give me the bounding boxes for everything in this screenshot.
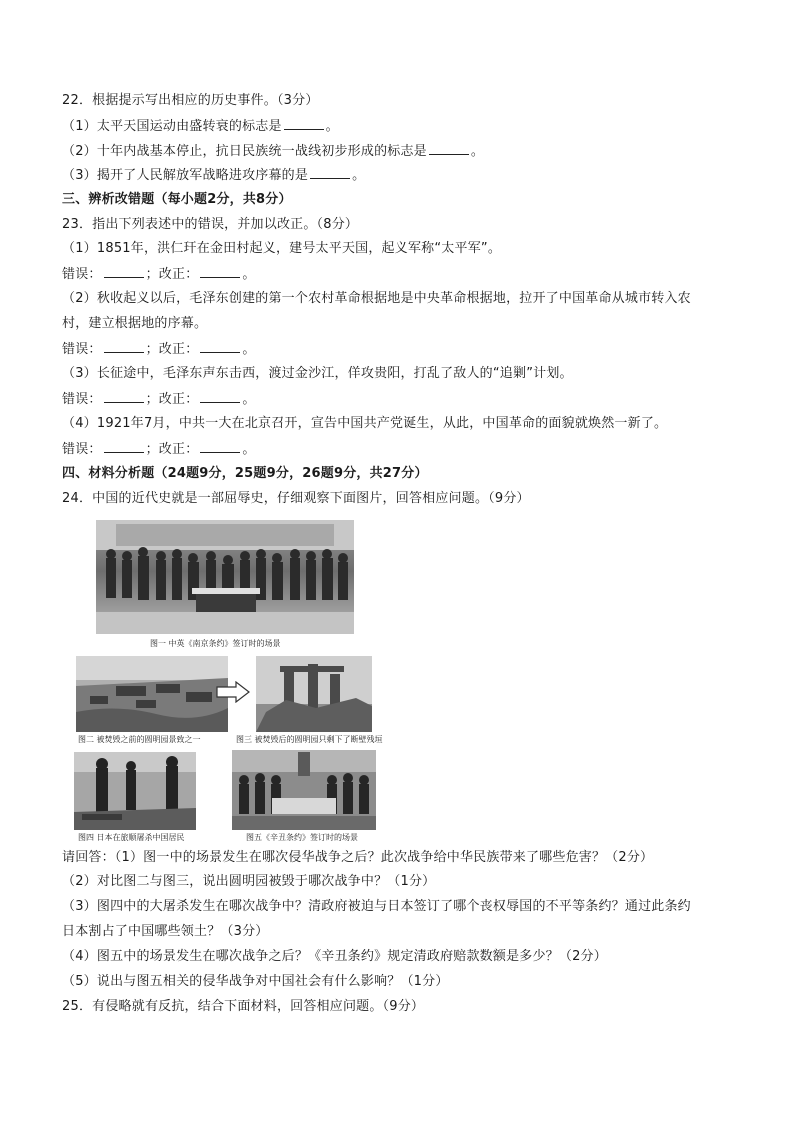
error-blank[interactable] (104, 440, 144, 453)
q22-item-1 (62, 117, 339, 136)
figure-5-caption: 图五《辛丑条约》签订时的场景 (246, 833, 358, 842)
error-blank[interactable] (104, 340, 144, 353)
q23-statement-4: （4）1921年7月，中共一大在北京召开，宣告中国共产党诞生，从此，中国革命的面貌就焕然一新了。 (62, 416, 668, 431)
figure-3-photo (256, 656, 372, 732)
fix-blank[interactable] (200, 390, 240, 403)
row-end: 。 (242, 392, 256, 407)
figure-4-image (74, 752, 196, 830)
q23-answer-row-3 (62, 390, 256, 409)
q24-subquestion-2: （2）对比图二与图三，说出圆明园被毁于哪次战争中？（1分） (62, 874, 436, 889)
q22-item-2 (62, 142, 484, 161)
answer-blank[interactable] (284, 117, 324, 130)
figure-2-caption: 图二 被焚毁之前的圆明园景致之一 (78, 735, 201, 744)
figure-5-photo (232, 750, 376, 830)
q24-subquestion-1: 请回答：（1）图一中的场景发生在哪次侵华战争之后？此次战争给中华民族带来了哪些危害？（2分） (62, 850, 654, 865)
error-label: 错误： (62, 342, 102, 357)
figure-3-caption: 图三 被焚毁后的圆明园只剩下了断壁残垣 (236, 735, 383, 744)
figure-3-image (256, 656, 372, 732)
q22-item-1-text: （1）太平天国运动由盛转衰的标志是 (62, 119, 282, 134)
q24-title: 24．中国的近代史就是一部屈辱史，仔细观察下面图片，回答相应问题。（9分） (62, 491, 530, 506)
fix-label: ；改正： (145, 442, 199, 457)
q22-item-2-text: （2）十年内战基本停止，抗日民族统一战线初步形成的标志是 (62, 144, 427, 159)
q22-item-3 (62, 166, 365, 185)
q23-title: 23．指出下列表述中的错误，并加以改正。（8分） (62, 217, 359, 232)
q23-answer-row-2 (62, 340, 256, 359)
figure-4-photo (74, 752, 196, 830)
error-blank[interactable] (104, 265, 144, 278)
q23-answer-row-4 (62, 440, 256, 459)
figure-5-image (232, 750, 376, 830)
figure-1-photo (96, 520, 354, 634)
q22-item-1-end: 。 (325, 119, 339, 134)
q23-answer-row-1 (62, 265, 256, 284)
section-4-heading: 四、材料分析题（24题9分，25题9分，26题9分，共27分） (62, 466, 428, 481)
section-3-heading: 三、辨析改错题（每小题2分，共8分） (62, 192, 292, 207)
error-label: 错误： (62, 267, 102, 282)
row-end: 。 (242, 342, 256, 357)
fix-blank[interactable] (200, 440, 240, 453)
q23-statement-3: （3）长征途中，毛泽东声东击西，渡过金沙江，佯攻贵阳，打乱了敌人的“追剿”计划。 (62, 366, 573, 381)
figure-1-caption: 图一 中英《南京条约》签订时的场景 (150, 639, 281, 648)
q22-title: 22．根据提示写出相应的历史事件。（3分） (62, 93, 319, 108)
fix-blank[interactable] (200, 265, 240, 278)
arrow-right-icon (216, 681, 250, 707)
figure-2-image (76, 656, 228, 732)
q23-statement-2b: 村，建立根据地的序幕。 (62, 316, 208, 331)
figure-2-photo (76, 656, 228, 732)
error-label: 错误： (62, 442, 102, 457)
answer-blank[interactable] (310, 166, 350, 179)
q23-statement-1: （1）1851年，洪仁玕在金田村起义，建号太平天国，起义军称“太平军”。 (62, 241, 502, 256)
error-blank[interactable] (104, 390, 144, 403)
fix-label: ；改正： (145, 392, 199, 407)
answer-blank[interactable] (429, 142, 469, 155)
q22-item-3-end: 。 (352, 168, 366, 183)
q22-item-2-end: 。 (470, 144, 485, 159)
q24-subquestion-3b: 日本割占了中国哪些领土？（3分） (62, 924, 269, 939)
q24-subquestion-4: （4）图五中的场景发生在哪次战争之后？《辛丑条约》规定清政府赔款数额是多少？（2分） (62, 949, 607, 964)
q25-title: 25．有侵略就有反抗，结合下面材料，回答相应问题。（9分） (62, 999, 425, 1014)
figure-1-image (96, 520, 354, 634)
q24-subquestion-3a: （3）图四中的大屠杀发生在哪次战争中？清政府被迫与日本签订了哪个丧权辱国的不平等条约？通过此条约 (62, 899, 691, 914)
row-end: 。 (242, 267, 256, 282)
figure-4-caption: 图四 日本在旅顺屠杀中国居民 (78, 833, 185, 842)
q23-statement-2a: （2）秋收起义以后，毛泽东创建的第一个农村革命根据地是中央革命根据地，拉开了中国革命从城市转入农 (62, 291, 691, 306)
fix-blank[interactable] (200, 340, 240, 353)
q24-subquestion-5: （5）说出与图五相关的侵华战争对中国社会有什么影响？（1分） (62, 974, 449, 989)
row-end: 。 (242, 442, 256, 457)
fix-label: ；改正： (145, 267, 199, 282)
fix-label: ；改正： (145, 342, 199, 357)
q22-item-3-text: （3）揭开了人民解放军战略进攻序幕的是 (62, 168, 309, 183)
error-label: 错误： (62, 392, 102, 407)
